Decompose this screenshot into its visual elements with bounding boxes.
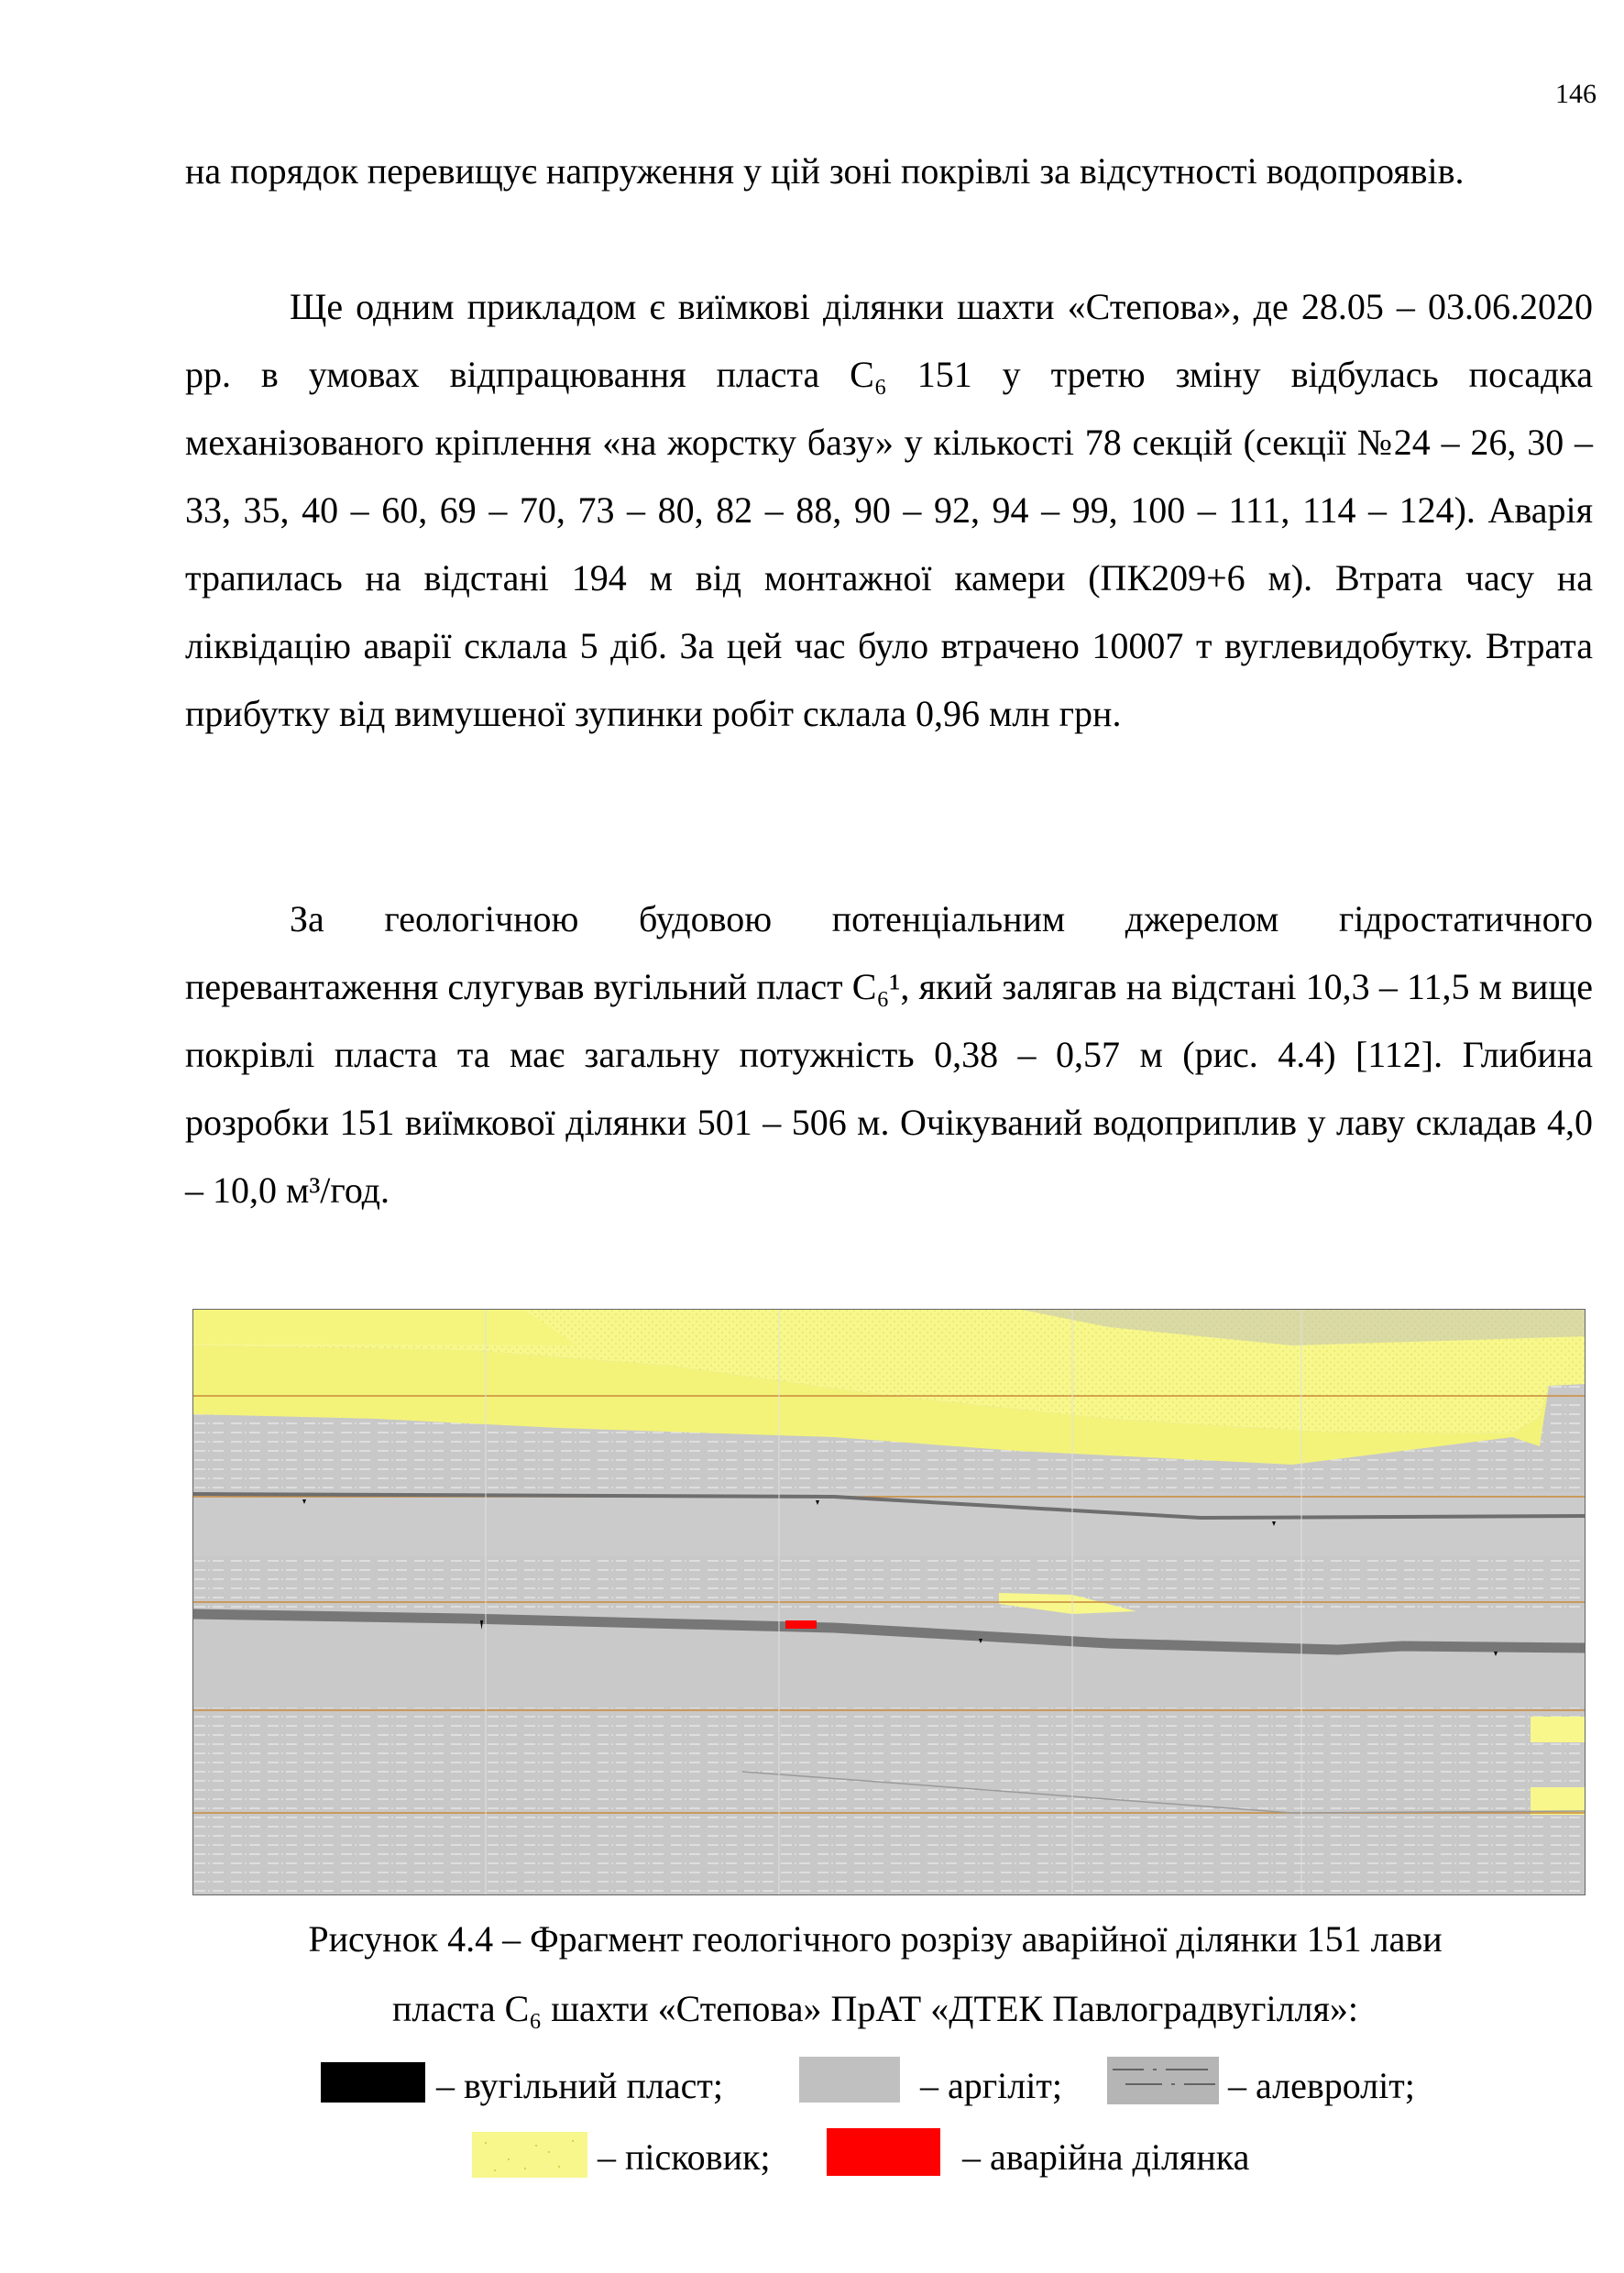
failure-zone-swatch bbox=[827, 2128, 940, 2176]
legend-row-2 bbox=[0, 2128, 1624, 2183]
legend-label-aleurolite: – алевроліт; bbox=[1228, 2065, 1415, 2106]
aleurolite-swatch bbox=[1107, 2057, 1219, 2104]
legend-label-sandstone: – пісковик; bbox=[598, 2136, 771, 2178]
sandstone-swatch bbox=[472, 2132, 587, 2178]
paragraph-3: За геологічною будовою потенціальним джерелом гідростатичного перевантаження слугував вугільний пласт С₆¹, який залягав на відстані 10,3 – 11,5 м вище покрівлі пласта та має загальну потужність 0,38 – 0,57 м (рис. 4.4) [112]. Глибина розробки 151 виїмкової ділянки 501 – 506 м. Очікуваний водоприплив у лаву складав 4,0 – 10,0 м³/год. bbox=[185, 898, 1593, 1211]
legend-label-failure-zone: – аварійна ділянка bbox=[962, 2136, 1250, 2178]
section-drawing bbox=[192, 1309, 1586, 1895]
legend-label-argillite: – аргіліт; bbox=[920, 2065, 1062, 2106]
coal-swatch bbox=[321, 2062, 425, 2103]
figure-caption-line-2: пласта С₆ шахти «Степова» ПрАТ «ДТЕК Павлоградвугілля»: bbox=[391, 1988, 1359, 2029]
legend-row-1 bbox=[0, 2057, 1624, 2112]
paragraph-2: Ще одним прикладом є виїмкові ділянки шахти «Степова», де 28.05 – 03.06.2020 рр. в умовах відпрацювання пласта С₆ 151 у третю зміну відбулась посадка механізованого кріплення «на жорстку базу» у кількості 78 секцій (секції №24 – 26, 30 – 33, 35, 40 – 60, 69 – 70, 73 – 80, 82 – 88, 90 – 92, 94 – 99, 100 – 111, 114 – 124). Аварія трапилась на відстані 194 м від монтажної камери (ПК209+6 м). Втрата часу на ліквідацію аварії склала 5 діб. За цей час було втрачено 10007 т вуглевидобутку. Втрата прибутку від вимушеної зупинки робіт склала 0,96 млн грн. bbox=[185, 286, 1593, 734]
legend-label-coal: – вугільний пласт; bbox=[436, 2065, 723, 2106]
page-number: 146 bbox=[1555, 79, 1597, 109]
argillite-swatch bbox=[799, 2057, 900, 2103]
geological-section-figure bbox=[192, 1309, 1586, 1895]
figure-caption-line-1: Рисунок 4.4 – Фрагмент геологічного розрізу аварійної ділянки 151 лави bbox=[308, 1918, 1443, 1960]
paragraph-1: на порядок перевищує напруження у цій зоні покрівлі за відсутності водопроявів. bbox=[185, 150, 1465, 192]
